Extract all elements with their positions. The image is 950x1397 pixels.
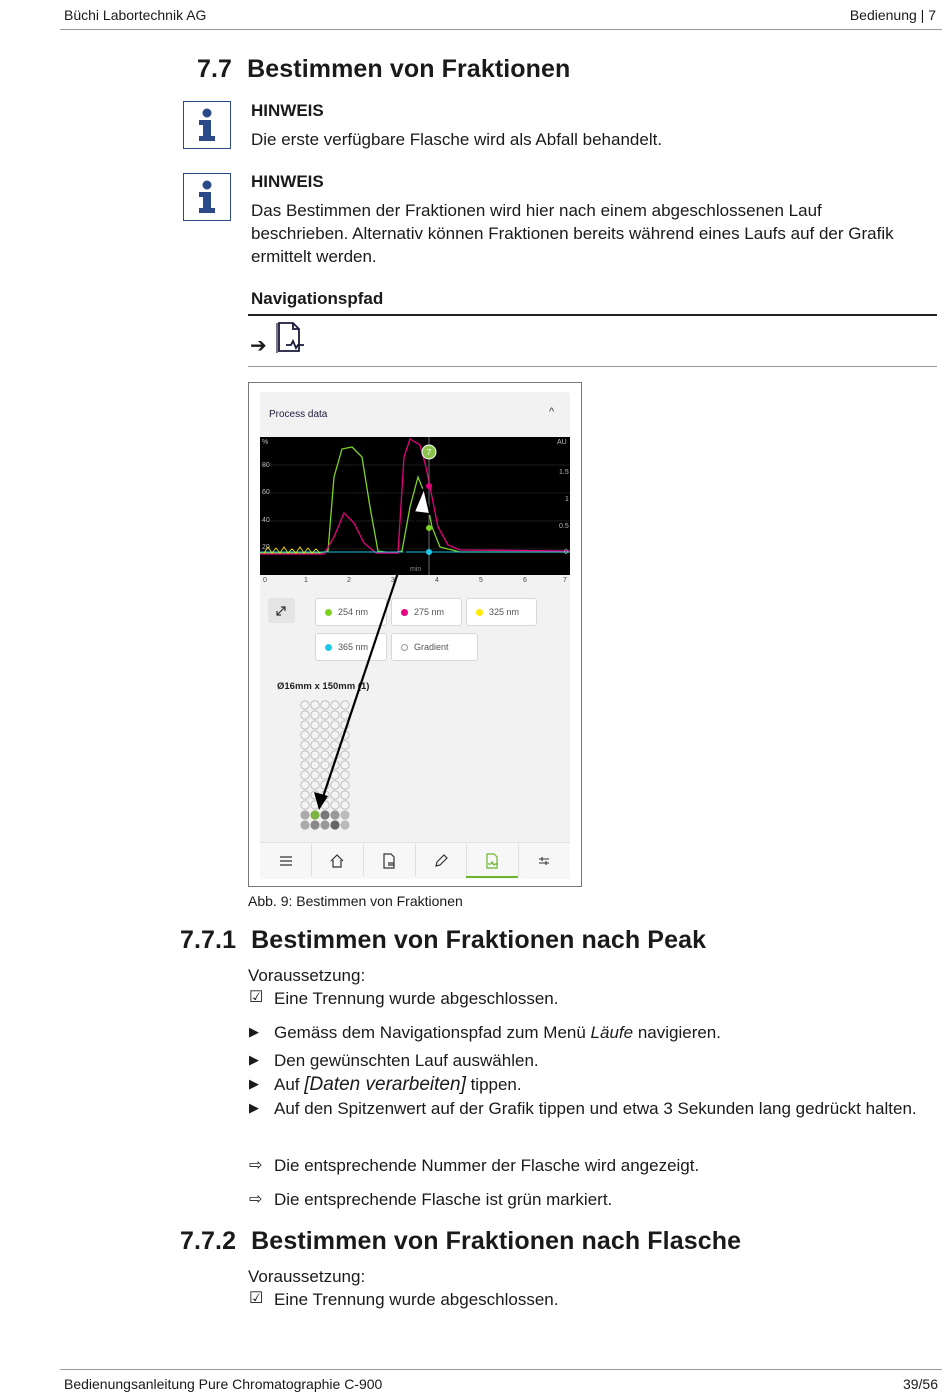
header-section: Bedienung | 7 [849,7,936,23]
arrow-icon: ➔ [250,335,267,357]
legend-label: 365 nm [338,642,369,652]
y-left-tick: 20 [262,544,270,551]
prereq-label: Voraussetzung: [248,1267,366,1286]
result-arrow-icon: ⇨ [249,1191,263,1208]
edit-icon[interactable] [433,853,449,869]
legend-label: Gradient [414,642,449,652]
step-marker-icon: ▶ [249,1052,259,1067]
note-title: HINWEIS [251,172,324,191]
rack-tube[interactable] [331,821,339,829]
y-right-tick: 0 [564,549,568,556]
prereq-text: Eine Trennung wurde abgeschlossen. [274,1290,559,1309]
x-tick: 0 [263,577,267,584]
x-unit: min [410,566,422,573]
prereq-text: Eine Trennung wurde abgeschlossen. [274,989,559,1008]
rack-tube[interactable] [311,821,319,829]
runs-icon[interactable] [381,853,397,869]
legend-label: 275 nm [414,607,445,617]
rack-label: Ø16mm x 150mm (1) [277,681,370,692]
y-right-tick: 1.5 [559,469,569,476]
step-marker-icon: ▶ [249,1076,259,1091]
legend-label: 254 nm [338,607,369,617]
section-number: 7.7 [197,55,233,83]
process-data-icon[interactable] [484,853,500,869]
step-text: Den gewünschten Lauf auswählen. [274,1051,539,1070]
expand-button[interactable] [268,598,295,623]
legend-dot [476,609,483,616]
active-tab-indicator [466,876,518,878]
y-left-tick: 80 [262,462,270,469]
section-heading-7-7-2 [180,1227,741,1256]
header-company: Büchi Labortechnik AG [64,7,207,23]
checkbox-icon: ☑ [249,989,264,1006]
page-number: 39/56 [902,1376,938,1392]
rack-tube[interactable] [341,821,349,829]
settings-icon[interactable] [536,853,552,869]
x-tick: 6 [523,577,527,584]
info-icon [183,173,231,221]
section-number: 7.7.1 [180,926,237,954]
note-text: Das Bestimmen der Fraktionen wird hier nach einem abgeschlossenen Lauf beschrieben. Alternativ können Fraktionen bereits während eines Laufs auf der Grafik ermittelt werden. [251,201,894,266]
y-right-tick: 0.5 [559,523,569,530]
y-left-tick: 60 [262,489,270,496]
y-right-tick: 1 [565,496,569,503]
section-title: Bestimmen von Fraktionen nach Flasche [251,1227,742,1255]
navigation-rule [248,314,937,316]
annotation-arrow [300,480,450,820]
navigation-bottom-rule [248,366,937,367]
panel-title: Process data [269,409,328,420]
section-title: Bestimmen von Fraktionen [247,55,571,83]
prereq-label: Voraussetzung: [248,966,366,985]
y-left-unit: % [262,439,269,446]
note-title: HINWEIS [251,101,324,120]
x-tick: 5 [479,577,483,584]
section-number: 7.7.2 [180,1227,237,1255]
step-text: Auf [Daten verarbeiten] tippen. [274,1074,522,1095]
expand-icon [268,598,295,623]
y-right-unit: AU [557,439,567,446]
info-icon [183,101,231,149]
navigation-title: Navigationspfad [251,289,384,308]
section-heading-7-7-1 [180,926,706,955]
section-title: Bestimmen von Fraktionen nach Peak [251,926,707,954]
chevron-up-icon[interactable]: ^ [549,406,555,418]
y-left-tick: 40 [262,517,270,524]
note-text: Die erste verfügbare Flasche wird als Abfall behandelt. [251,130,663,149]
menu-icon[interactable] [278,853,294,869]
x-tick: 7 [563,577,567,584]
step-text: Auf den Spitzenwert auf der Grafik tippen und etwa 3 Sekunden lang gedrückt halten. [274,1099,917,1118]
step-marker-icon: ▶ [249,1100,259,1115]
step-text: Gemäss dem Navigationspfad zum Menü Läufe navigieren. [274,1023,721,1042]
x-tick: 1 [304,577,308,584]
footer-doc-title: Bedienungsanleitung Pure Chromatographie C-900 [64,1376,383,1392]
rack-tube[interactable] [301,821,309,829]
footer-rule [60,1369,942,1370]
x-tick: 4 [435,577,439,584]
step-marker-icon: ▶ [249,1024,259,1039]
x-tick: 2 [347,577,351,584]
result-text: Die entsprechende Nummer der Flasche wird angezeigt. [274,1156,700,1175]
legend-label: 325 nm [489,607,520,617]
bottle-marker-label: 7 [426,448,432,457]
home-icon[interactable] [329,853,345,869]
result-arrow-icon: ⇨ [249,1157,263,1174]
rack-tube[interactable] [321,821,329,829]
legend-325nm[interactable] [466,598,537,626]
checkbox-icon: ☑ [249,1290,264,1307]
x-tick: 3 [391,577,395,584]
result-text: Die entsprechende Flasche ist grün markiert. [274,1190,613,1209]
header-rule [60,29,942,30]
figure-caption: Abb. 9: Bestimmen von Fraktionen [248,893,463,909]
section-heading-7-7 [197,55,570,84]
process-data-icon [274,320,308,359]
